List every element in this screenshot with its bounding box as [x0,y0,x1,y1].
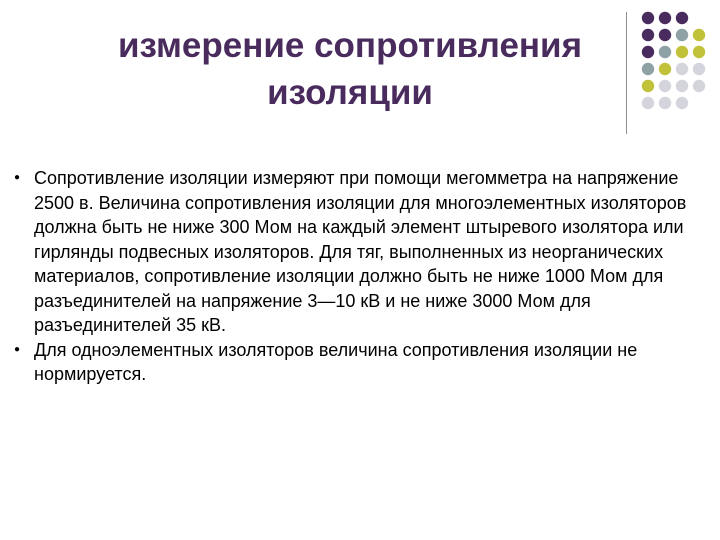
decor-dot [676,97,688,109]
title-line-1: измерение сопротивления [118,26,582,65]
decor-dot [642,46,654,58]
title-line-2: изоляции [267,73,433,112]
decor-dot [642,63,654,75]
decor-dot [693,63,705,75]
slide-title [60,22,640,116]
decor-dot [659,46,671,58]
bullet-icon: ● [14,172,21,183]
bullet-text-2: Для одноэлементных изоляторов величина сопротивления изоляции не нормируется. [34,339,638,384]
decor-dot [659,29,671,41]
bullet-icon: ● [14,343,21,355]
decor-dot [676,46,688,58]
bullet-item-2 [14,338,694,387]
decor-dot [659,97,671,109]
decor-dot [642,12,654,24]
decor-dot [676,80,688,92]
decor-dot [659,80,671,92]
decor-dot [676,63,688,75]
decor-dot [642,80,654,92]
decor-dot [676,12,688,24]
decor-dot [693,29,705,41]
dot-grid-decoration-icon [640,10,710,120]
decor-dot [676,29,688,41]
decor-dot [659,63,671,75]
decor-dot [659,12,671,24]
bullet-list [14,166,694,387]
decor-dot [693,80,705,92]
decor-dot [642,97,654,109]
bullet-item-1 [14,166,694,338]
bullet-text-1: Сопротивление изоляции измеряют при помощи мегомметра на напряжение 2500 в. Величина сопротивления изоляции для многоэлементных изоляторов должна быть не ниже 300 Мом на каждый элемент штыревого изолятора или гирлянды подвесных изоляторов. Для тяг, выполненных из неорганических материалов, сопротивление изоляции должно быть не ниже 1000 Мом для разъединителей на напряжение 3—10 кВ и не ниже 3000 Мом для разъединителей 35 кВ. [34,168,687,335]
vertical-divider [626,12,627,134]
decor-dot [642,29,654,41]
decor-dot [693,46,705,58]
